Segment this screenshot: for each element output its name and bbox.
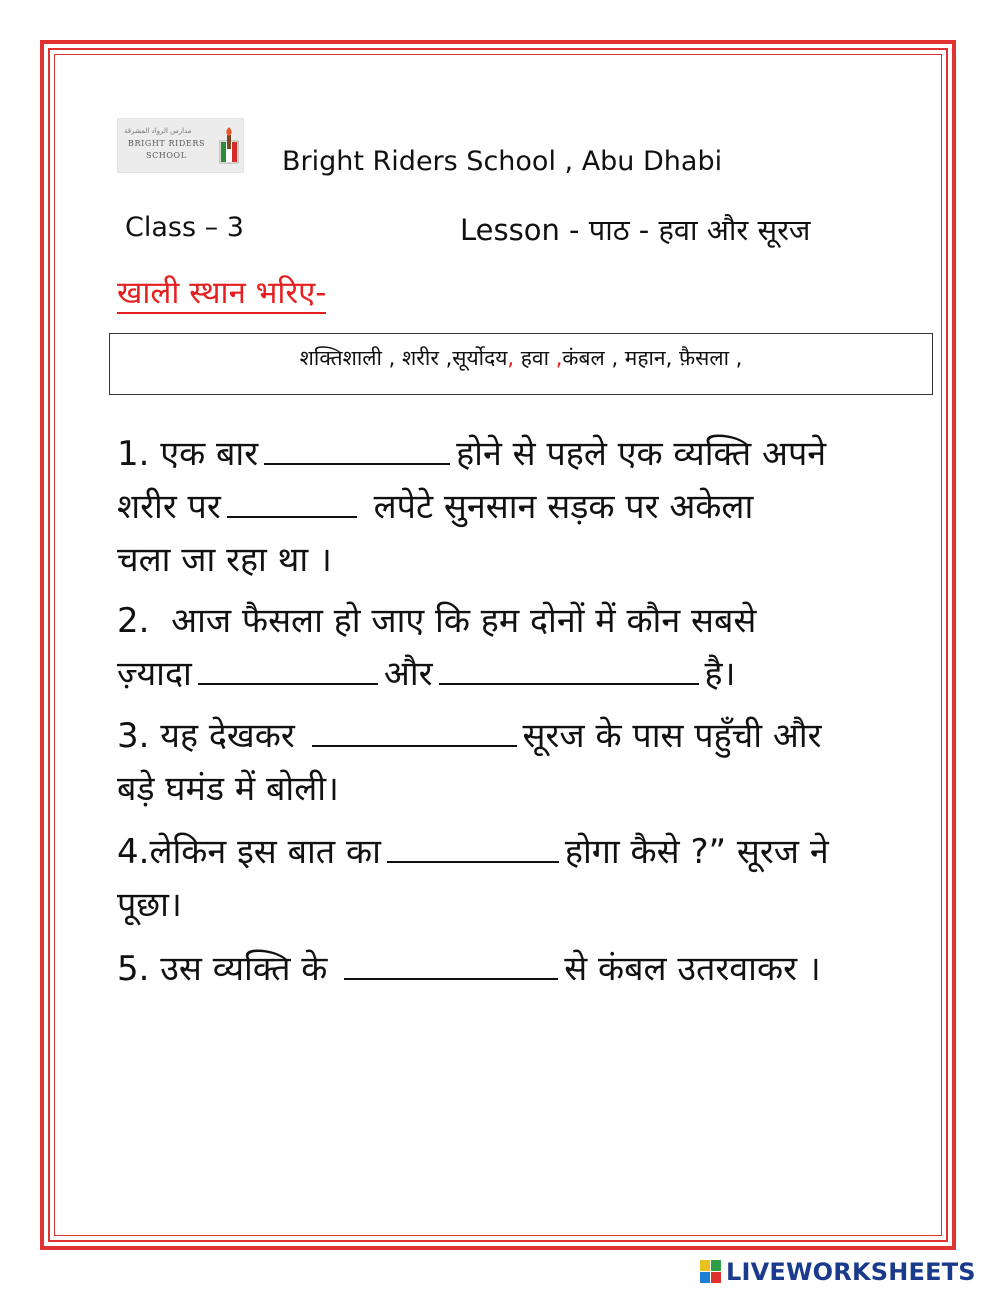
- question-text: लेकिन इस बात का: [149, 832, 381, 872]
- question-number: 5.: [117, 949, 150, 989]
- logo-line-1: BRIGHT RIDERS: [128, 139, 206, 148]
- answer-blank-1a[interactable]: [264, 429, 450, 465]
- question-text: सूरज के पास पहुँची और: [522, 716, 822, 756]
- logo-arabic-text: مدارس الرواد المشرقة: [124, 127, 192, 135]
- torch-crest-icon: [218, 125, 240, 167]
- question-text: यह देखकर: [160, 716, 295, 756]
- question-3-line-1: [117, 710, 887, 763]
- question-number: 2.: [117, 601, 150, 641]
- question-text: है।: [704, 654, 736, 694]
- question-2-line-1: [117, 595, 887, 648]
- question-3: [117, 710, 887, 816]
- question-3-line-2: बड़े घमंड में बोली।: [117, 769, 339, 809]
- word-bank-part-3: कंबल , महान, फ़ैसला ,: [562, 346, 743, 370]
- answer-blank-2b[interactable]: [439, 649, 699, 685]
- question-2: [117, 595, 887, 701]
- liveworksheets-squares-icon: [700, 1260, 722, 1284]
- question-4-line-2: पूछा।: [117, 885, 182, 925]
- word-bank-box: [109, 333, 933, 395]
- section-title: खाली स्थान भरिए-: [117, 275, 326, 314]
- answer-blank-4[interactable]: [387, 827, 559, 863]
- question-text: होने से पहले एक व्यक्ति अपने: [456, 434, 827, 474]
- question-5: [117, 943, 887, 996]
- question-4: [117, 826, 887, 932]
- question-number: 4.: [117, 832, 150, 872]
- answer-blank-5[interactable]: [344, 944, 558, 980]
- question-text: होगा कैसे ?” सूरज ने: [564, 832, 829, 872]
- question-number: 1.: [117, 434, 150, 474]
- logo-line-2: SCHOOL: [146, 151, 187, 160]
- question-5-line-1: [117, 943, 887, 996]
- answer-blank-2a[interactable]: [198, 649, 378, 685]
- school-name: Bright Riders School , Abu Dhabi: [282, 146, 723, 177]
- question-1-line-1: [117, 428, 887, 481]
- question-text: और: [383, 654, 433, 694]
- word-bank-separator-1: ,: [507, 346, 515, 370]
- question-1: [117, 428, 887, 587]
- question-text: ज़्यादा: [117, 654, 192, 694]
- word-bank-separator-2: ,: [555, 346, 563, 370]
- question-4-line-1: [117, 826, 887, 879]
- word-bank-part-1: शक्तिशाली , शरीर ,सूर्योदय: [299, 346, 508, 370]
- answer-blank-1b[interactable]: [227, 482, 357, 518]
- question-number: 3.: [117, 716, 150, 756]
- question-1-line-2: [117, 481, 887, 534]
- question-text: से कंबल उतरवाकर ।: [564, 949, 821, 989]
- school-logo: [117, 118, 244, 173]
- question-2-line-2: [117, 648, 887, 701]
- answer-blank-3[interactable]: [312, 711, 517, 747]
- question-text: लपेटे सुनसान सड़क पर अकेला: [373, 487, 754, 527]
- question-text: उस व्यक्ति के: [160, 949, 328, 989]
- question-1-line-3: चला जा रहा था ।: [117, 540, 332, 580]
- question-text: आज फैसला हो जाए कि हम दोनों में कौन सबसे: [171, 601, 757, 641]
- lesson-label: Lesson - पाठ - हवा और सूरज: [460, 213, 811, 247]
- liveworksheets-brand: LIVEWORKSHEETS: [726, 1258, 976, 1286]
- question-text: एक बार: [160, 434, 259, 474]
- word-bank: [110, 344, 932, 372]
- question-text: शरीर पर: [117, 487, 221, 527]
- class-label: Class – 3: [125, 212, 244, 243]
- word-bank-part-2: हवा: [514, 346, 556, 370]
